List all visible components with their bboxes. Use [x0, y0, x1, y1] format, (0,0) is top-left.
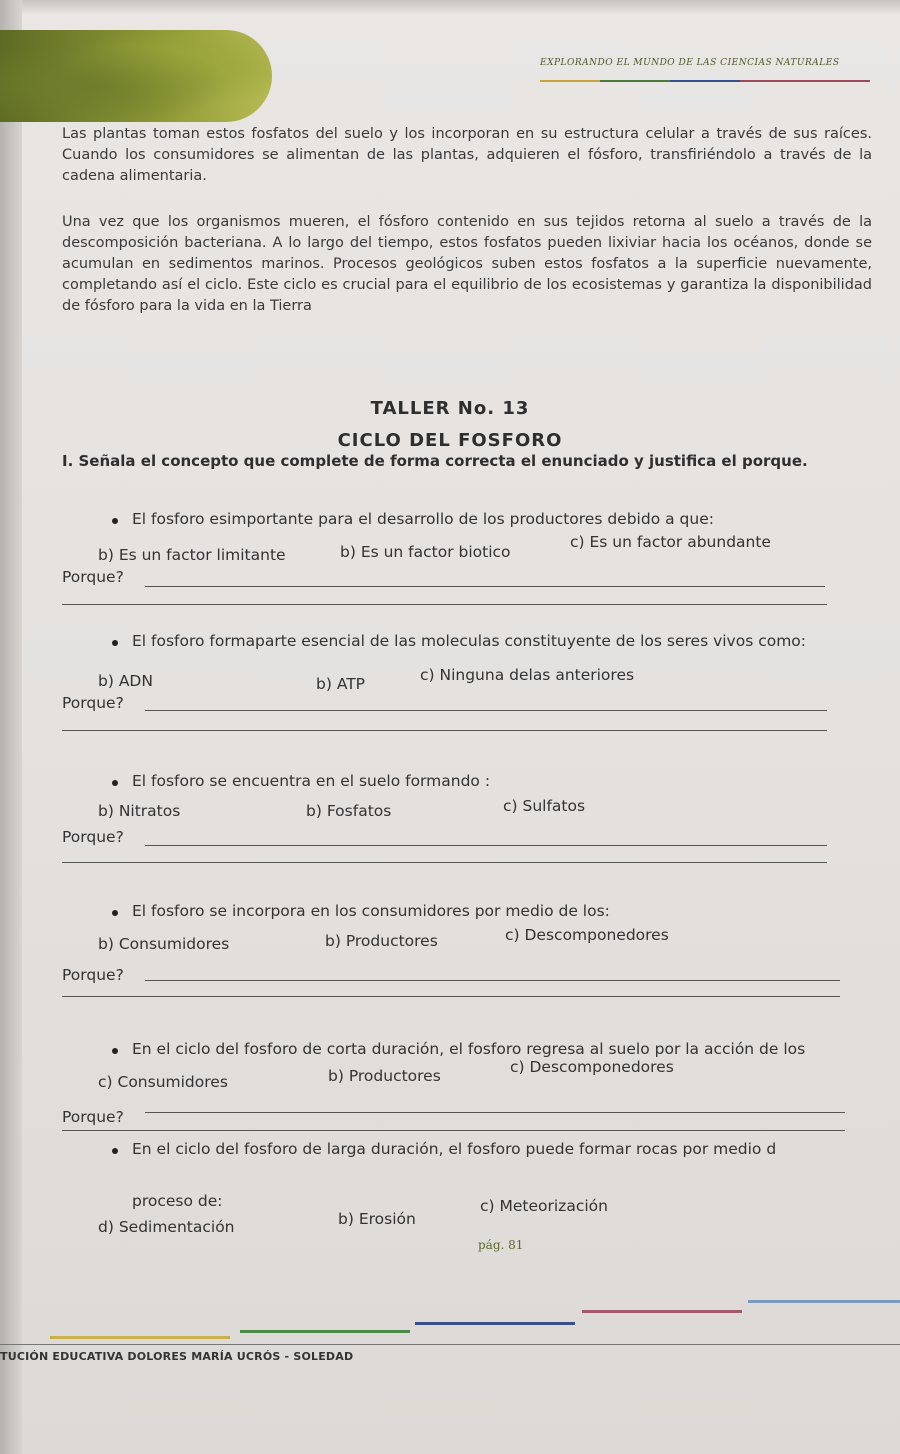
question-5-option-b[interactable]: b) Productores [328, 1067, 441, 1085]
question-6-option-a[interactable]: d) Sedimentación [98, 1218, 235, 1236]
question-2-option-a[interactable]: b) ADN [98, 672, 153, 690]
question-1-option-b[interactable]: b) Es un factor biotico [340, 543, 511, 561]
header-line-red [740, 80, 870, 82]
question-2-option-b[interactable]: b) ATP [316, 675, 366, 693]
question-6-statement: En el ciclo del fosforo de larga duración, el fosforo puede formar rocas por medio d [132, 1140, 777, 1158]
question-5-option-a[interactable]: c) Consumidores [98, 1073, 228, 1091]
question-2-statement: El fosforo formaparte esencial de las moleculas constituyente de los seres vivos como: [132, 632, 807, 650]
nature-banner-image [0, 30, 272, 122]
question-3-option-c[interactable]: c) Sulfatos [503, 797, 586, 815]
question-2-option-c[interactable]: c) Ninguna delas anteriores [420, 666, 635, 684]
header-line-yellow [540, 80, 600, 82]
footer-stripe-yellow [50, 1336, 230, 1339]
question-4-option-c[interactable]: c) Descomponedores [505, 926, 669, 944]
intro-paragraph-2: Una vez que los organismos mueren, el fósforo contenido en sus tejidos retorna al suelo a través de la descomposición bacteriana. A lo largo del tiempo, estos fosfatos pueden lixiviar hacia los océanos, donde se acumulan en sedimentos marinos. Procesos geológicos suben estos fosfatos a la superficie nuevamente, completando así el ciclo. Este ciclo es crucial para el equilibrio de los ecosistemas y garantiza la disponibilidad de fósforo para la vida en la Tierra [62, 214, 872, 314]
footer-rule [0, 1344, 900, 1345]
footer-stripe-blue [415, 1322, 575, 1325]
question-4-porque-label: Porque? [62, 966, 124, 984]
question-4-option-a[interactable]: b) Consumidores [98, 935, 230, 953]
question-1-answer-line-2[interactable] [62, 604, 827, 605]
book-spine [0, 0, 22, 1454]
question-1-answer-line-1[interactable] [145, 586, 825, 587]
question-4-statement: El fosforo se incorpora en los consumidores por medio de los: [132, 902, 610, 920]
question-3-answer-line-1[interactable] [145, 845, 827, 846]
header-line-blue [670, 80, 740, 82]
question-6-option-c[interactable]: c) Meteorización [480, 1197, 608, 1215]
question-3-answer-line-2[interactable] [62, 862, 827, 863]
question-3-statement: El fosforo se encuentra en el suelo formando : [132, 772, 491, 790]
header-title: EXPLORANDO EL MUNDO DE LAS CIENCIAS NATURALES [540, 58, 840, 68]
question-2-answer-line-2[interactable] [62, 730, 827, 731]
page-number: pág. 81 [478, 1238, 524, 1252]
question-5-answer-line-2[interactable] [62, 1130, 845, 1131]
workshop-title: TALLER No. 13 [370, 398, 530, 419]
question-6-option-b[interactable]: b) Erosión [338, 1210, 416, 1228]
question-1-option-c[interactable]: c) Es un factor abundante [570, 533, 771, 551]
question-4-answer-line-1[interactable] [145, 980, 840, 981]
question-6-statement-continued: proceso de: [132, 1192, 223, 1210]
question-3-option-b[interactable]: b) Fosfatos [306, 802, 392, 820]
footer-stripe-lightblue [748, 1300, 900, 1303]
question-1-porque-label: Porque? [62, 568, 124, 586]
question-2-answer-line-1[interactable] [145, 710, 827, 711]
question-3-porque-label: Porque? [62, 828, 124, 846]
question-1-option-a[interactable]: b) Es un factor limitante [98, 546, 286, 564]
question-3-option-a[interactable]: b) Nitratos [98, 802, 181, 820]
question-5-option-c[interactable]: c) Descomponedores [510, 1058, 674, 1076]
instruction: I. Señala el concepto que complete de forma correcta el enunciado y justifica el porque. [62, 452, 808, 470]
question-4-option-b[interactable]: b) Productores [325, 932, 438, 950]
workshop-subtitle: CICLO DEL FOSFORO [337, 430, 563, 451]
page-top-shadow [0, 0, 900, 14]
header-line-green [600, 80, 670, 82]
footer-institution: TUCIÓN EDUCATIVA DOLORES MARÍA UCRÓS - SOLEDAD [0, 1350, 354, 1363]
question-5-statement: En el ciclo del fosforo de corta duración, el fosforo regresa al suelo por la acción de los [132, 1040, 806, 1058]
question-1-statement: El fosforo esimportante para el desarrollo de los productores debido a que: [132, 510, 714, 528]
question-4-answer-line-2[interactable] [62, 996, 840, 997]
footer-stripe-green [240, 1330, 410, 1333]
intro-paragraph-1: Las plantas toman estos fosfatos del suelo y los incorporan en su estructura celular a través de sus raíces. Cuando los consumidores se alimentan de las plantas, adquieren el fósforo, transfiriéndolo a través de la cadena alimentaria. [62, 126, 872, 184]
footer-stripe-red [582, 1310, 742, 1313]
question-5-porque-label: Porque? [62, 1108, 124, 1126]
question-2-porque-label: Porque? [62, 694, 124, 712]
question-5-answer-line-1[interactable] [145, 1112, 845, 1113]
